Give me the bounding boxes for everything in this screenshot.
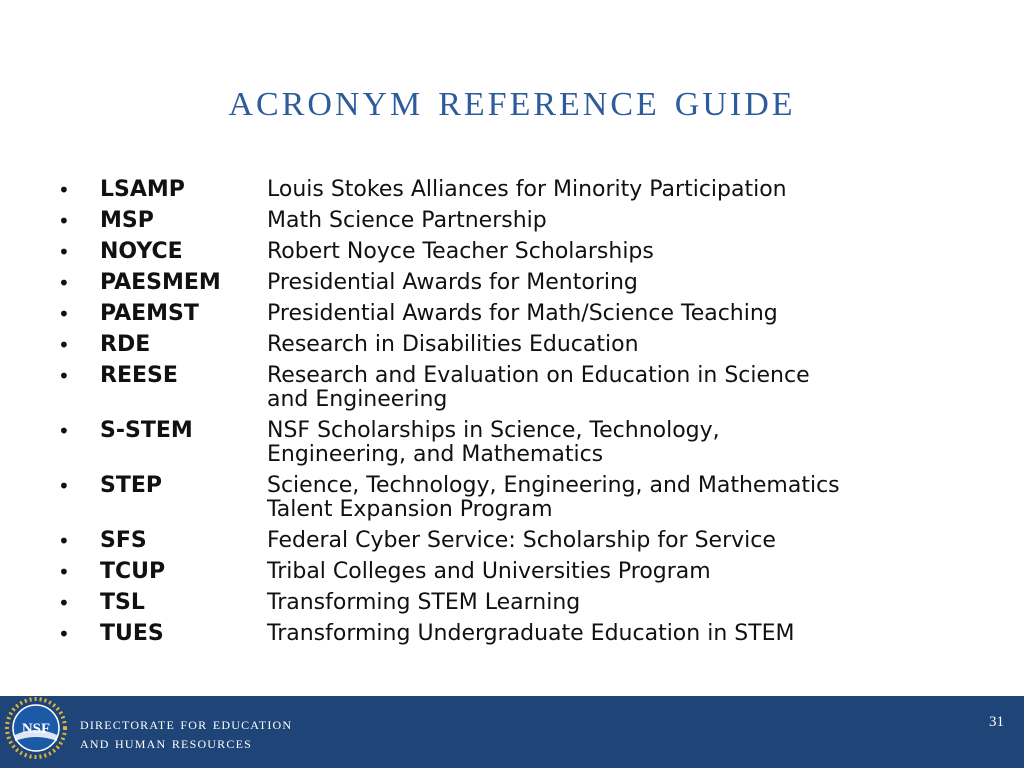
bullet-icon: • bbox=[58, 474, 70, 498]
acronym-term: RDE bbox=[100, 332, 151, 357]
list-item bbox=[58, 178, 958, 202]
list-item bbox=[58, 271, 958, 295]
list-item bbox=[58, 364, 958, 412]
acronym-definition bbox=[267, 474, 958, 522]
list-item bbox=[58, 419, 958, 467]
definition-line: Engineering, and Mathematics bbox=[267, 442, 604, 467]
logo-text: NSF bbox=[21, 721, 51, 737]
acronym-definition bbox=[267, 364, 958, 412]
bullet-icon: • bbox=[58, 333, 70, 357]
bullet-icon: • bbox=[58, 178, 70, 202]
page-number: 31 bbox=[989, 714, 1004, 730]
directorate-name bbox=[80, 714, 292, 752]
list-item bbox=[58, 209, 958, 233]
definition-line: Tribal Colleges and Universities Program bbox=[267, 559, 711, 584]
acronym-term: TUES bbox=[100, 621, 164, 646]
definition-line: Robert Noyce Teacher Scholarships bbox=[267, 239, 654, 264]
acronym-list bbox=[58, 178, 958, 653]
acronym-definition bbox=[267, 529, 958, 553]
slide-title: acronym reference guide bbox=[228, 73, 796, 126]
acronym-definition bbox=[267, 419, 958, 467]
acronym-definition bbox=[267, 209, 958, 233]
bullet-icon: • bbox=[58, 591, 70, 615]
definition-line: Presidential Awards for Math/Science Teaching bbox=[267, 301, 778, 326]
acronym-definition bbox=[267, 591, 958, 615]
nsf-logo bbox=[5, 697, 67, 759]
bullet-icon: • bbox=[58, 302, 70, 326]
acronym-term: TSL bbox=[100, 590, 145, 615]
list-item bbox=[58, 529, 958, 553]
bullet-icon: • bbox=[58, 364, 70, 388]
list-item bbox=[58, 622, 958, 646]
acronym-term: SFS bbox=[100, 528, 147, 553]
acronym-definition bbox=[267, 178, 958, 202]
bullet-icon: • bbox=[58, 529, 70, 553]
bullet-icon: • bbox=[58, 209, 70, 233]
definition-line: Transforming STEM Learning bbox=[267, 590, 581, 615]
acronym-definition bbox=[267, 333, 958, 357]
acronym-term: STEP bbox=[100, 473, 163, 498]
acronym-definition bbox=[267, 302, 958, 326]
acronym-term: NOYCE bbox=[100, 239, 183, 264]
list-item bbox=[58, 560, 958, 584]
bullet-icon: • bbox=[58, 240, 70, 264]
definition-line: Talent Expansion Program bbox=[267, 497, 553, 522]
acronym-term: REESE bbox=[100, 363, 178, 388]
acronym-definition bbox=[267, 560, 958, 584]
definition-line: Transforming Undergraduate Education in STEM bbox=[267, 621, 795, 646]
definition-line: NSF Scholarships in Science, Technology, bbox=[267, 418, 720, 443]
list-item bbox=[58, 302, 958, 326]
definition-line: Science, Technology, Engineering, and Mathematics bbox=[267, 473, 840, 498]
list-item bbox=[58, 591, 958, 615]
list-item bbox=[58, 474, 958, 522]
definition-line: Research and Evaluation on Education in Science bbox=[267, 363, 810, 388]
bullet-icon: • bbox=[58, 622, 70, 646]
bullet-icon: • bbox=[58, 419, 70, 443]
acronym-definition bbox=[267, 271, 958, 295]
acronym-term: PAESMEM bbox=[100, 270, 221, 295]
acronym-definition bbox=[267, 622, 958, 646]
definition-line: Federal Cyber Service: Scholarship for Service bbox=[267, 528, 776, 553]
acronym-term: PAEMST bbox=[100, 301, 199, 326]
list-item bbox=[58, 240, 958, 264]
definition-line: Presidential Awards for Mentoring bbox=[267, 270, 638, 295]
acronym-term: MSP bbox=[100, 208, 154, 233]
definition-line: Louis Stokes Alliances for Minority Participation bbox=[267, 177, 787, 202]
directorate-line-2: and human resources bbox=[80, 733, 252, 752]
acronym-definition bbox=[267, 240, 958, 264]
definition-line: Research in Disabilities Education bbox=[267, 332, 639, 357]
bullet-icon: • bbox=[58, 560, 70, 584]
acronym-term: TCUP bbox=[100, 559, 166, 584]
directorate-line-1: directorate for education bbox=[80, 714, 293, 733]
bullet-icon: • bbox=[58, 271, 70, 295]
acronym-term: S-STEM bbox=[100, 418, 193, 443]
list-item bbox=[58, 333, 958, 357]
acronym-term: LSAMP bbox=[100, 177, 185, 202]
definition-line: and Engineering bbox=[267, 387, 448, 412]
definition-line: Math Science Partnership bbox=[267, 208, 547, 233]
